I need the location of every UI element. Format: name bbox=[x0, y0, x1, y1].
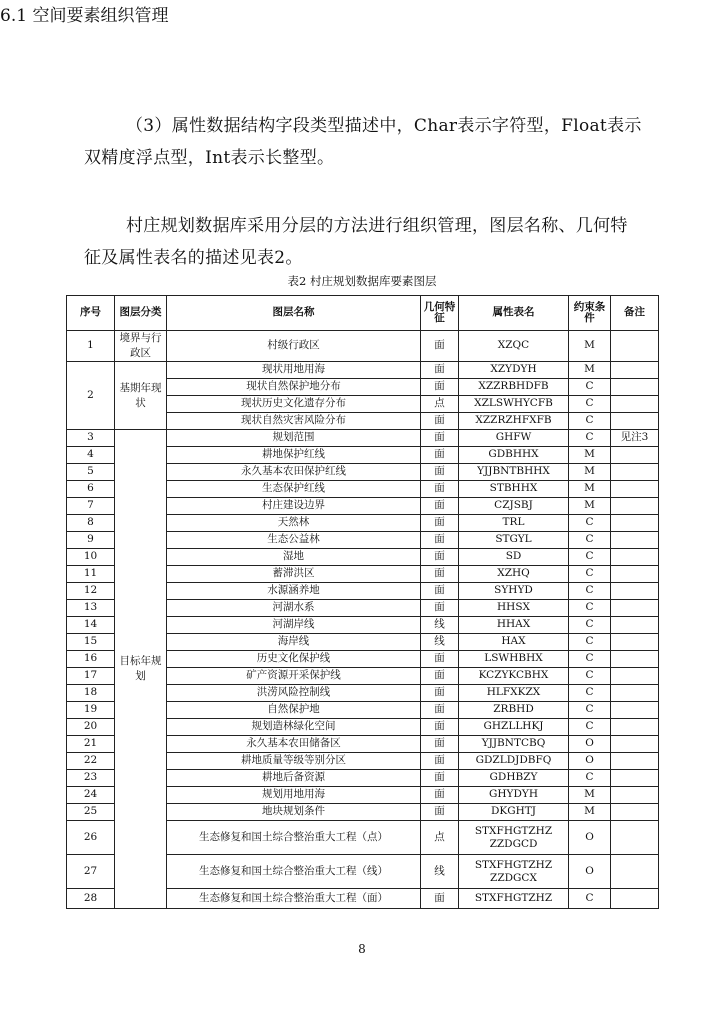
cell-geometry: 面 bbox=[421, 464, 459, 481]
section-heading: 6.1 空间要素组织管理 bbox=[0, 6, 169, 26]
cell-index: 18 bbox=[67, 685, 115, 702]
cell-constraint: C bbox=[569, 566, 611, 583]
cell-geometry: 面 bbox=[421, 498, 459, 515]
cell-constraint: C bbox=[569, 600, 611, 617]
cell-layer-name: 蓄滞洪区 bbox=[167, 566, 421, 583]
cell-index: 10 bbox=[67, 549, 115, 566]
cell-index: 14 bbox=[67, 617, 115, 634]
cell-remark bbox=[611, 331, 659, 362]
cell-geometry: 面 bbox=[421, 685, 459, 702]
cell-geometry: 面 bbox=[421, 600, 459, 617]
cell-category: 基期年现状 bbox=[115, 362, 167, 430]
cell-attribute-table: GDHBZY bbox=[459, 770, 569, 787]
cell-attribute-table: KCZYKCBHX bbox=[459, 668, 569, 685]
header-layer-name: 图层名称 bbox=[167, 296, 421, 331]
cell-layer-name: 村庄建设边界 bbox=[167, 498, 421, 515]
cell-geometry: 面 bbox=[421, 889, 459, 909]
cell-remark bbox=[611, 685, 659, 702]
table-caption: 表2 村庄规划数据库要素图层 bbox=[287, 274, 437, 288]
cell-remark bbox=[611, 804, 659, 821]
cell-attribute-table: STBHHX bbox=[459, 481, 569, 498]
table-row bbox=[67, 331, 659, 362]
cell-constraint: O bbox=[569, 855, 611, 889]
cell-geometry: 面 bbox=[421, 668, 459, 685]
cell-remark bbox=[611, 651, 659, 668]
header-remark: 备注 bbox=[611, 296, 659, 331]
cell-constraint: C bbox=[569, 702, 611, 719]
cell-remark bbox=[611, 549, 659, 566]
header-geometry: 几何特征 bbox=[421, 296, 459, 331]
cell-attribute-table: GDZLDJDBFQ bbox=[459, 753, 569, 770]
cell-attribute-table: ZRBHD bbox=[459, 702, 569, 719]
cell-attribute-table: DKGHTJ bbox=[459, 804, 569, 821]
cell-index: 4 bbox=[67, 447, 115, 464]
cell-index: 28 bbox=[67, 889, 115, 909]
cell-remark bbox=[611, 481, 659, 498]
cell-constraint: M bbox=[569, 804, 611, 821]
cell-remark bbox=[611, 634, 659, 651]
cell-constraint: C bbox=[569, 379, 611, 396]
cell-geometry: 线 bbox=[421, 617, 459, 634]
cell-geometry: 面 bbox=[421, 651, 459, 668]
cell-index: 16 bbox=[67, 651, 115, 668]
cell-geometry: 面 bbox=[421, 804, 459, 821]
cell-geometry: 面 bbox=[421, 566, 459, 583]
paragraph-layer-organization: 村庄规划数据库采用分层的方法进行组织管理，图层名称、几何特征及属性表名的描述见表2。 bbox=[84, 216, 628, 268]
cell-geometry: 面 bbox=[421, 787, 459, 804]
attr-line-1: STXFHGTZHZ bbox=[474, 824, 553, 837]
cell-attribute-table: HLFXKZX bbox=[459, 685, 569, 702]
cell-layer-name: 规划造林绿化空间 bbox=[167, 719, 421, 736]
cell-attribute-table: SD bbox=[459, 549, 569, 566]
cell-constraint: C bbox=[569, 430, 611, 447]
cell-attribute-table: TRL bbox=[459, 515, 569, 532]
cell-constraint: C bbox=[569, 651, 611, 668]
cell-geometry: 面 bbox=[421, 770, 459, 787]
cell-attribute-table: YJJBNTBHHX bbox=[459, 464, 569, 481]
cell-attribute-table: GDBHHX bbox=[459, 447, 569, 464]
cell-constraint: C bbox=[569, 770, 611, 787]
cell-attribute-table: HHAX bbox=[459, 617, 569, 634]
cell-layer-name: 河湖水系 bbox=[167, 600, 421, 617]
cell-constraint: C bbox=[569, 413, 611, 430]
cell-geometry: 面 bbox=[421, 379, 459, 396]
cell-index: 2 bbox=[67, 362, 115, 430]
cell-index: 24 bbox=[67, 787, 115, 804]
cell-layer-name: 现状自然保护地分布 bbox=[167, 379, 421, 396]
cell-layer-name: 生态保护红线 bbox=[167, 481, 421, 498]
cell-index: 11 bbox=[67, 566, 115, 583]
cell-layer-name: 洪涝风险控制线 bbox=[167, 685, 421, 702]
cell-geometry: 面 bbox=[421, 447, 459, 464]
cell-attribute-table: GHYDYH bbox=[459, 787, 569, 804]
cell-attribute-table: XZQC bbox=[459, 331, 569, 362]
cell-index: 27 bbox=[67, 855, 115, 889]
header-index: 序号 bbox=[67, 296, 115, 331]
cell-attribute-table: HHSX bbox=[459, 600, 569, 617]
cell-index: 5 bbox=[67, 464, 115, 481]
cell-remark bbox=[611, 889, 659, 909]
cell-index: 3 bbox=[67, 430, 115, 447]
cell-category: 目标年规划 bbox=[115, 430, 167, 909]
cell-constraint: M bbox=[569, 464, 611, 481]
cell-layer-name: 地块规划条件 bbox=[167, 804, 421, 821]
cell-remark bbox=[611, 668, 659, 685]
cell-index: 26 bbox=[67, 821, 115, 855]
cell-constraint: C bbox=[569, 396, 611, 413]
cell-constraint: C bbox=[569, 515, 611, 532]
page-number: 8 bbox=[358, 942, 366, 956]
cell-attribute-table: XZLSWHYCFB bbox=[459, 396, 569, 413]
cell-geometry: 点 bbox=[421, 396, 459, 413]
cell-constraint: M bbox=[569, 331, 611, 362]
cell-layer-name: 矿产资源开采保护线 bbox=[167, 668, 421, 685]
cell-index: 23 bbox=[67, 770, 115, 787]
cell-index: 17 bbox=[67, 668, 115, 685]
cell-geometry: 线 bbox=[421, 634, 459, 651]
cell-constraint: O bbox=[569, 736, 611, 753]
cell-layer-name: 生态公益林 bbox=[167, 532, 421, 549]
cell-index: 6 bbox=[67, 481, 115, 498]
cell-attribute-table: YJJBNTCBQ bbox=[459, 736, 569, 753]
cell-constraint: C bbox=[569, 685, 611, 702]
cell-remark bbox=[611, 719, 659, 736]
cell-geometry: 面 bbox=[421, 430, 459, 447]
cell-attribute-table: CZJSBJ bbox=[459, 498, 569, 515]
cell-geometry: 面 bbox=[421, 719, 459, 736]
cell-layer-name: 规划范围 bbox=[167, 430, 421, 447]
cell-remark bbox=[611, 362, 659, 379]
attr-line-2: ZZDGCX bbox=[490, 871, 537, 884]
cell-constraint: O bbox=[569, 821, 611, 855]
cell-layer-name: 耕地保护红线 bbox=[167, 447, 421, 464]
cell-index: 13 bbox=[67, 600, 115, 617]
table-row bbox=[67, 430, 659, 447]
cell-remark bbox=[611, 753, 659, 770]
cell-constraint: C bbox=[569, 617, 611, 634]
cell-layer-name: 现状自然灾害风险分布 bbox=[167, 413, 421, 430]
cell-layer-name: 永久基本农田储备区 bbox=[167, 736, 421, 753]
cell-constraint: M bbox=[569, 498, 611, 515]
cell-remark bbox=[611, 702, 659, 719]
cell-index: 21 bbox=[67, 736, 115, 753]
cell-remark bbox=[611, 566, 659, 583]
attr-line-2: ZZDGCD bbox=[489, 837, 538, 850]
cell-index: 7 bbox=[67, 498, 115, 515]
cell-geometry: 线 bbox=[421, 855, 459, 889]
cell-attribute-table: LSWHBHX bbox=[459, 651, 569, 668]
cell-index: 20 bbox=[67, 719, 115, 736]
table-row bbox=[67, 362, 659, 379]
cell-remark bbox=[611, 617, 659, 634]
cell-remark: 见注3 bbox=[611, 430, 659, 447]
cell-attribute-table: XZZRZHFXFB bbox=[459, 413, 569, 430]
cell-geometry: 面 bbox=[421, 736, 459, 753]
cell-layer-name: 永久基本农田保护红线 bbox=[167, 464, 421, 481]
cell-attribute-table: STXFHGTZHZ bbox=[459, 889, 569, 909]
cell-layer-name: 河湖岸线 bbox=[167, 617, 421, 634]
cell-layer-name: 生态修复和国土综合整治重大工程（线） bbox=[167, 855, 421, 889]
cell-remark bbox=[611, 532, 659, 549]
cell-index: 12 bbox=[67, 583, 115, 600]
cell-layer-name: 耕地后备资源 bbox=[167, 770, 421, 787]
cell-index: 8 bbox=[67, 515, 115, 532]
cell-attribute-table bbox=[459, 821, 569, 855]
cell-constraint: C bbox=[569, 532, 611, 549]
header-constraint: 约束条件 bbox=[569, 296, 611, 331]
cell-remark bbox=[611, 447, 659, 464]
cell-geometry: 面 bbox=[421, 753, 459, 770]
cell-geometry: 面 bbox=[421, 702, 459, 719]
cell-constraint: M bbox=[569, 481, 611, 498]
cell-constraint: C bbox=[569, 889, 611, 909]
cell-layer-name: 生态修复和国土综合整治重大工程（面） bbox=[167, 889, 421, 909]
cell-geometry: 面 bbox=[421, 549, 459, 566]
cell-attribute-table: XZZRBHDFB bbox=[459, 379, 569, 396]
cell-remark bbox=[611, 498, 659, 515]
cell-geometry: 面 bbox=[421, 362, 459, 379]
cell-remark bbox=[611, 583, 659, 600]
cell-layer-name: 历史文化保护线 bbox=[167, 651, 421, 668]
table-header-row bbox=[67, 296, 659, 331]
cell-constraint: O bbox=[569, 753, 611, 770]
cell-index: 22 bbox=[67, 753, 115, 770]
cell-attribute-table: GHFW bbox=[459, 430, 569, 447]
cell-remark bbox=[611, 464, 659, 481]
paragraph-field-types: （3）属性数据结构字段类型描述中，Char表示字符型，Float表示双精度浮点型，Int表示长整型。 bbox=[84, 116, 642, 168]
cell-attribute-table: XZHQ bbox=[459, 566, 569, 583]
cell-constraint: C bbox=[569, 719, 611, 736]
cell-index: 15 bbox=[67, 634, 115, 651]
cell-attribute-table: GHZLLHKJ bbox=[459, 719, 569, 736]
cell-layer-name: 水源涵养地 bbox=[167, 583, 421, 600]
cell-constraint: M bbox=[569, 362, 611, 379]
cell-remark bbox=[611, 413, 659, 430]
cell-layer-name: 现状历史文化遗存分布 bbox=[167, 396, 421, 413]
cell-geometry: 面 bbox=[421, 583, 459, 600]
cell-attribute-table bbox=[459, 855, 569, 889]
cell-layer-name: 天然林 bbox=[167, 515, 421, 532]
cell-remark bbox=[611, 855, 659, 889]
cell-constraint: C bbox=[569, 668, 611, 685]
cell-constraint: C bbox=[569, 549, 611, 566]
cell-layer-name: 现状用地用海 bbox=[167, 362, 421, 379]
cell-attribute-table: STGYL bbox=[459, 532, 569, 549]
cell-remark bbox=[611, 396, 659, 413]
cell-constraint: M bbox=[569, 447, 611, 464]
cell-geometry: 面 bbox=[421, 413, 459, 430]
cell-layer-name: 耕地质量等级等别分区 bbox=[167, 753, 421, 770]
cell-remark bbox=[611, 821, 659, 855]
cell-geometry: 面 bbox=[421, 515, 459, 532]
cell-constraint: C bbox=[569, 634, 611, 651]
cell-attribute-table: XZYDYH bbox=[459, 362, 569, 379]
cell-index: 19 bbox=[67, 702, 115, 719]
cell-remark bbox=[611, 515, 659, 532]
cell-remark bbox=[611, 379, 659, 396]
cell-layer-name: 村级行政区 bbox=[167, 331, 421, 362]
cell-index: 25 bbox=[67, 804, 115, 821]
cell-remark bbox=[611, 787, 659, 804]
cell-remark bbox=[611, 600, 659, 617]
cell-remark bbox=[611, 736, 659, 753]
cell-geometry: 面 bbox=[421, 532, 459, 549]
cell-constraint: M bbox=[569, 787, 611, 804]
cell-geometry: 点 bbox=[421, 821, 459, 855]
header-attribute-table: 属性表名 bbox=[459, 296, 569, 331]
header-category: 图层分类 bbox=[115, 296, 167, 331]
cell-index: 9 bbox=[67, 532, 115, 549]
cell-geometry: 面 bbox=[421, 481, 459, 498]
cell-attribute-table: SYHYD bbox=[459, 583, 569, 600]
cell-attribute-table: HAX bbox=[459, 634, 569, 651]
cell-constraint: C bbox=[569, 583, 611, 600]
layer-table bbox=[66, 295, 659, 909]
cell-layer-name: 自然保护地 bbox=[167, 702, 421, 719]
cell-layer-name: 生态修复和国土综合整治重大工程（点） bbox=[167, 821, 421, 855]
cell-category: 境界与行政区 bbox=[115, 331, 167, 362]
cell-layer-name: 规划用地用海 bbox=[167, 787, 421, 804]
cell-layer-name: 海岸线 bbox=[167, 634, 421, 651]
cell-remark bbox=[611, 770, 659, 787]
attr-line-1: STXFHGTZHZ bbox=[474, 858, 553, 871]
cell-geometry: 面 bbox=[421, 331, 459, 362]
cell-index: 1 bbox=[67, 331, 115, 362]
cell-layer-name: 湿地 bbox=[167, 549, 421, 566]
